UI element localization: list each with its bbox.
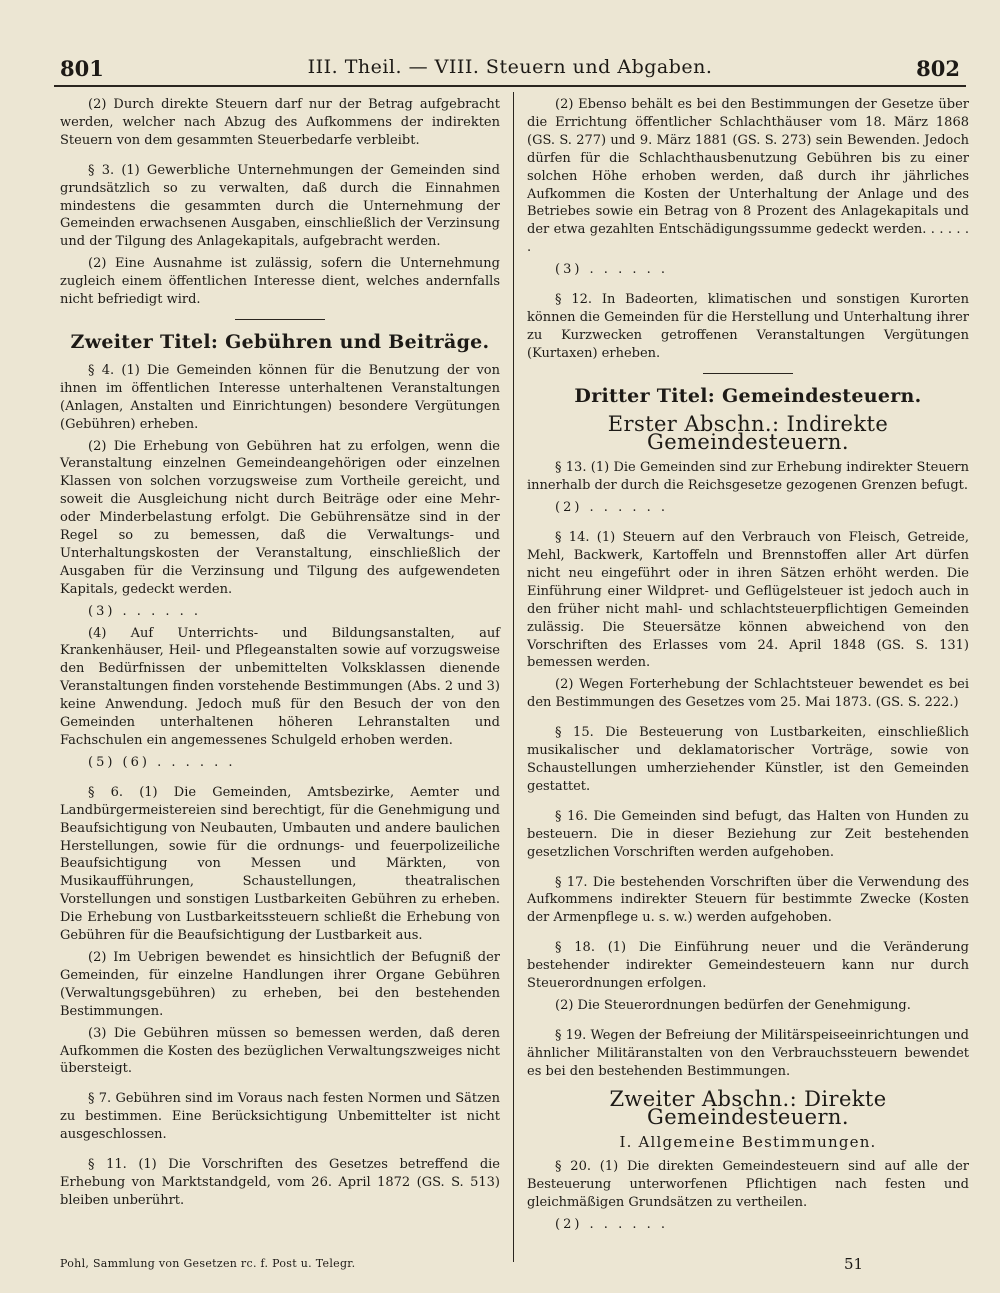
paragraph: (2) Eine Ausnahme ist zulässig, sofern die Unternehmung zugleich einem öffentlichen Interesse dient, welches andernfalls nicht befriedigt wird. (60, 256, 500, 308)
paragraph: § 7. Gebühren sind im Voraus nach festen Normen und Sätzen zu bestimmen. Eine Berücksichtigung Unbemittelter ist nicht ausgeschlossen. (60, 1091, 500, 1143)
paragraph: (2) Durch direkte Steuern darf nur der Betrag aufgebracht werden, welcher nach Abzug des Aufkommens der indirekten Steuern von dem gesammten Steuerbedarfe verbleibt. (60, 97, 500, 148)
paragraph: (4) Auf Unterrichts- und Bildungsanstalten, auf Krankenhäuser, Heil- und Pflegeanstalten sowie auf vorzugsweise den Bedürfnissen der unbemittelten Volksklassen dienende Veranstaltungen finden vorstehende Bestimmungen (Abs. 2 und 3) keine Anwendung. Jedoch muß für den Besuch der von den Gemeinden unterhaltenen höheren Lehranstalten und Fachschulen ein angemessenes Schulgeld erhoben werden. (60, 625, 500, 748)
page-footer (60, 1253, 960, 1275)
signature-number: 51 (844, 1255, 864, 1273)
paragraph: § 16. Die Gemeinden sind befugt, das Halten von Hunden zu besteuern. Die in dieser Beziehung zur Zeit bestehenden gesetzlichen Vorschriften werden aufgehoben. (527, 808, 969, 860)
paragraph: § 14. (1) Steuern auf den Verbrauch von Fleisch, Getreide, Mehl, Backwerk, Kartoffeln und Brennstoffen aller Art dürfen nicht neu eingeführt oder in ihren Sätzen erhöht werden. Die Einführung einer Wildpret- und Geflügelsteuer ist jedoch auch in den früher nicht mahl- und schlachtsteuerpflichtigen Gemeinden zulässig. Die Steuersätze können abweichend von den Vorschriften des Erlasses vom 24. April 1848 (GS. S. 131) bemessen werden. (527, 530, 969, 671)
footer-imprint: Pohl, Sammlung von Gesetzen rc. f. Post u. Telegr. (60, 1257, 356, 1270)
section-heading: Dritter Titel: Gemeindesteuern. (574, 384, 922, 407)
running-title: III. Theil. — VIII. Steuern und Abgaben. (307, 56, 713, 78)
page-number-left: 801 (60, 56, 104, 81)
section-heading: Zweiter Titel: Gebühren und Beiträge. (70, 330, 490, 353)
paragraph: § 20. (1) Die direkten Gemeindesteuern sind auf alle der Besteuerung unterworfenen Pflichtigen nach festen und gleichmäßigen Grundsätzen zu vertheilen. (527, 1159, 969, 1211)
column-divider (513, 92, 514, 1262)
paragraph: (3) Die Gebühren müssen so bemessen werden, daß deren Aufkommen die Kosten des bezüglichen Verwaltungszweiges nicht übersteigt. (60, 1025, 500, 1077)
left-column (60, 96, 500, 1214)
paragraph: § 15. Die Besteuerung von Lustbarkeiten, einschließlich musikalischer und deklamatorischer Vorträge, sowie von Schaustellungen umherziehender Künstler, ist den Gemeinden gestattet. (527, 725, 969, 794)
paragraph: § 18. (1) Die Einführung neuer und die Veränderung bestehender indirekter Gemeindesteuern kann nur durch Steuerordnungen erfolgen. (527, 940, 969, 992)
paragraph: (2) Ebenso behält es bei den Bestimmungen der Gesetze über die Errichtung öffentlicher Schlachthäuser vom 18. März 1868 (GS. S. 277) und 9. März 1881 (GS. S. 273) sein Bewenden. Jedoch dürfen für die Schlachthausbenutzung Gebühren bis zu einer solchen Höhe erhoben werden, daß durch ihr jährliches Aufkommen die Kosten der Unterhaltung der Anlage und des Betriebes sowie ein Betrag von 8 Prozent des Anlagekapitals und der etwa gezahlten Entschädigungssumme gedeckt werden. . . . . . . (527, 97, 969, 256)
paragraph: § 12. In Badeorten, klimatischen und sonstigen Kurorten können die Gemeinden für die Herstellung und Unterhaltung ihrer zu Kurzwecken getroffenen Veranstaltungen Vergütungen (Kurtaxen) erheben. (527, 292, 969, 361)
paragraph: § 17. Die bestehenden Vorschriften über die Verwendung des Aufkommens indirekter Steuern für bestimmte Zwecke (Kosten der Armenpflege u. s. w.) werden aufgehoben. (527, 874, 969, 926)
minor-heading: I. Allgemeine Bestimmungen. (619, 1133, 877, 1152)
section-divider (235, 319, 325, 320)
paragraph-omission: (2) . . . . . . (555, 1217, 669, 1233)
paragraph: (2) Im Uebrigen bewendet es hinsichtlich der Befugniß der Gemeinden, für einzelne Handlungen ihrer Organe Gebühren (Verwaltungsgebühren) zu erheben, bei den bestehenden Bestimmungen. (60, 949, 500, 1019)
paragraph: § 4. (1) Die Gemeinden können für die Benutzung der von ihnen im öffentlichen Interesse unterhaltenen Veranstaltungen (Anlagen, Anstalten und Einrichtungen) besondere Vergütungen (Gebühren) erheben. (60, 362, 500, 432)
paragraph-omission: (5) (6) . . . . . . (88, 754, 236, 770)
paragraph: § 11. (1) Die Vorschriften des Gesetzes betreffend die Erhebung von Marktstandgeld, vom 26. April 1872 (GS. S. 513) bleiben unberührt. (60, 1157, 500, 1208)
paragraph: (2) Die Steuerordnungen bedürfen der Genehmigung. (555, 997, 911, 1013)
section-divider (703, 373, 793, 374)
paragraph-omission: (3) . . . . . . (555, 262, 669, 278)
page-number-right: 802 (916, 56, 960, 81)
subsection-heading: Zweiter Abschn.: Direkte Gemeindesteuern. (609, 1086, 887, 1129)
paragraph: § 19. Wegen der Befreiung der Militärspeiseeinrichtungen und ähnlicher Militäranstalten von den Verbrauchssteuern bewendet es bei den bestehenden Bestimmungen. (527, 1027, 969, 1079)
paragraph: § 6. (1) Die Gemeinden, Amtsbezirke, Aemter und Landbürgermeistereien sind berechtigt, für die Genehmigung und Beaufsichtigung von Neubauten, Umbauten und andere baulichen Herstellungen, sowie für die ordnungs- und feuerpolizeiliche Beaufsichtigung von Messen und Märkten, von Musikaufführungen, Schaustellungen, theatralischen Vorstellungen und sonstigen Lustbarkeiten Gebühren zu erheben. Die Erhebung von Lustbarkeitssteuern schließt die Erhebung von Gebühren für die Beaufsichtigung der Lustbarkeit aus. (60, 784, 500, 944)
header-rule (54, 85, 966, 87)
paragraph: § 3. (1) Gewerbliche Unternehmungen der Gemeinden sind grundsätzlich so zu verwalten, daß durch die Einnahmen mindestens die gesammten durch die Unternehmung der Gemeinden erwachsenen Ausgaben, einschließlich der Verzinsung und der Tilgung des Anlagekapitals, aufgebracht werden. (60, 162, 500, 250)
right-column (527, 96, 969, 1238)
paragraph-omission: (3) . . . . . . (88, 603, 202, 619)
subsection-heading: Erster Abschn.: Indirekte Gemeindesteuern. (607, 411, 889, 454)
paragraph: § 13. (1) Die Gemeinden sind zur Erhebung indirekter Steuern innerhalb der durch die Reichsgesetze gezogenen Grenzen befugt. (527, 460, 969, 494)
paragraph: (2) Die Erhebung von Gebühren hat zu erfolgen, wenn die Veranstaltung einzelnen Gemeindeangehörigen oder einzelnen Klassen von solchen vorzugsweise zum Vortheile gereicht, und soweit die Ausgleichung nicht durch Beiträge oder eine Mehr- oder Minderbelastung erfolgt. Die Gebührensätze sind in der Regel so zu bemessen, daß die Verwaltungs- und Unterhaltungskosten der Veranstaltung, einschließlich der Ausgaben für die Verzinsung und Tilgung des aufgewendeten Kapitals, gedeckt werden. (60, 438, 500, 597)
paragraph-omission: (2) . . . . . . (555, 500, 669, 516)
paragraph: (2) Wegen Forterhebung der Schlachtsteuer bewendet es bei den Bestimmungen des Gesetzes vom 25. Mai 1873. (GS. S. 222.) (527, 677, 969, 711)
